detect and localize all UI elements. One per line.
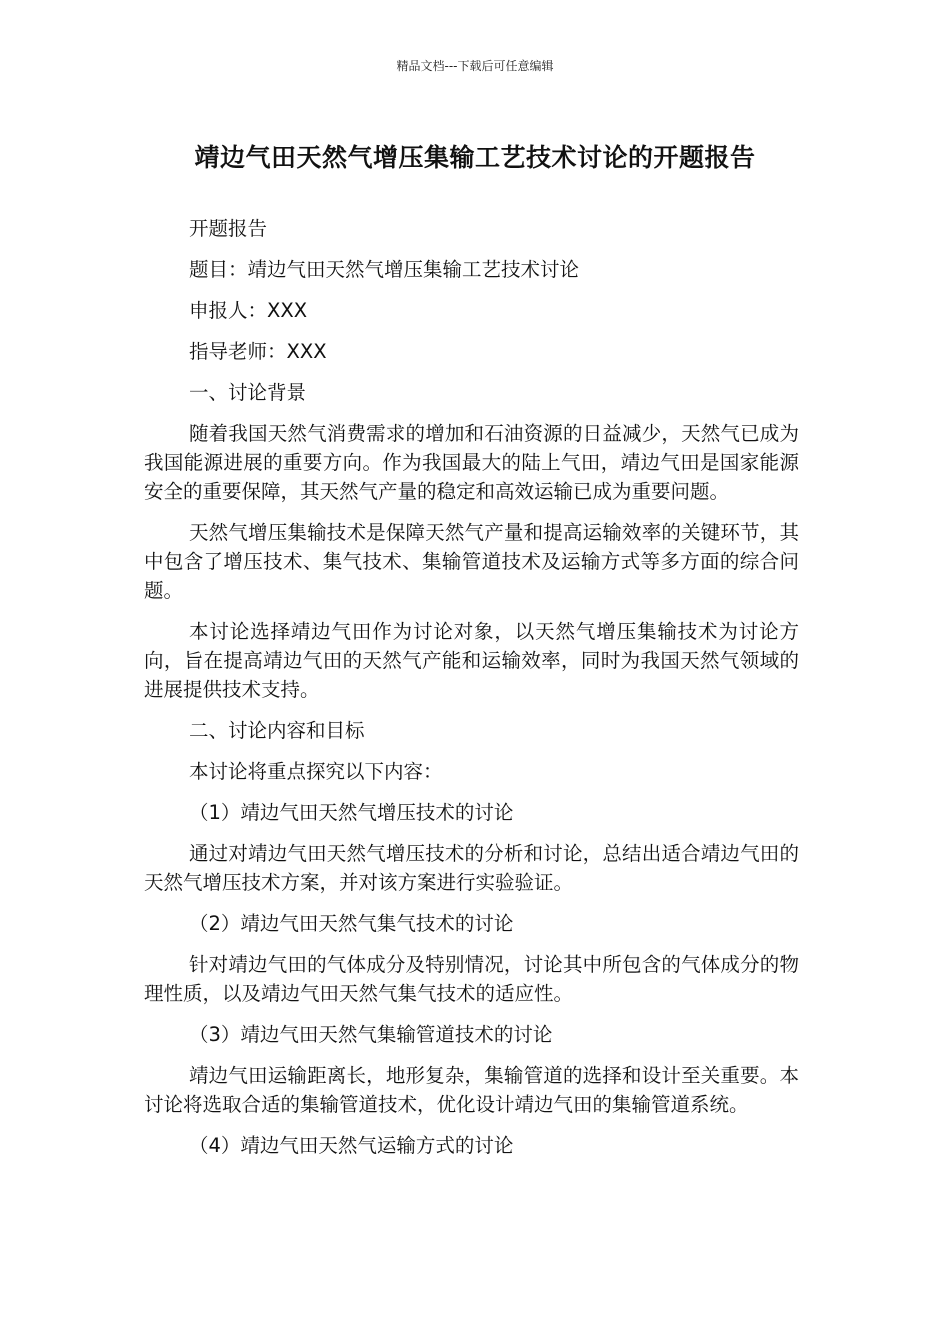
topic-line: 题目：靖边气田天然气增压集输工艺技术讨论 (189, 258, 580, 281)
item-2-title: （2）靖边气田天然气集气技术的讨论 (189, 912, 514, 935)
item-3-title: （3）靖边气田天然气集输管道技术的讨论 (189, 1023, 553, 1046)
section1-paragraph-2: 天然气增压集输技术是保障天然气产量和提高运输效率的关键环节，其中包含了增压技术、集气技术、集输管道技术及运输方式等多方面的综合问题。 (144, 521, 799, 602)
item-3-text: 靖边气田运输距离长，地形复杂，集输管道的选择和设计至关重要。本讨论将选取合适的集输管道技术，优化设计靖边气田的集输管道系统。 (144, 1064, 799, 1116)
document-title: 靖边气田天然气增压集输工艺技术讨论的开题报告 (194, 143, 756, 172)
section2-intro: 本讨论将重点探究以下内容： (189, 760, 443, 783)
advisor-line: 指导老师：XXX (189, 340, 327, 363)
report-label: 开题报告 (189, 217, 268, 240)
item-2-text: 针对靖边气田的气体成分及特别情况，讨论其中所包含的气体成分的物理性质，以及靖边气田天然气集气技术的适应性。 (144, 953, 799, 1005)
document-body (144, 214, 799, 1172)
header-note: 精品文档---下载后可任意编辑 (396, 59, 554, 73)
item-1-title: （1）靖边气田天然气增压技术的讨论 (189, 801, 514, 824)
section1-heading: 一、讨论背景 (189, 381, 307, 404)
section1-paragraph-3: 本讨论选择靖边气田作为讨论对象，以天然气增压集输技术为讨论方向，旨在提高靖边气田的天然气产能和运输效率，同时为我国天然气领域的进展提供技术支持。 (144, 620, 799, 701)
item-1-text: 通过对靖边气田天然气增压技术的分析和讨论，总结出适合靖边气田的天然气增压技术方案，并对该方案进行实验验证。 (144, 842, 799, 894)
section1-paragraph-1: 随着我国天然气消费需求的增加和石油资源的日益减少，天然气已成为我国能源进展的重要方向。作为我国最大的陆上气田，靖边气田是国家能源安全的重要保障，其天然气产量的稳定和高效运输已成为重要问题。 (144, 422, 799, 503)
section2-heading: 二、讨论内容和目标 (189, 719, 365, 742)
applicant-line: 申报人：XXX (189, 299, 308, 322)
item-4-title: （4）靖边气田天然气运输方式的讨论 (189, 1134, 514, 1157)
